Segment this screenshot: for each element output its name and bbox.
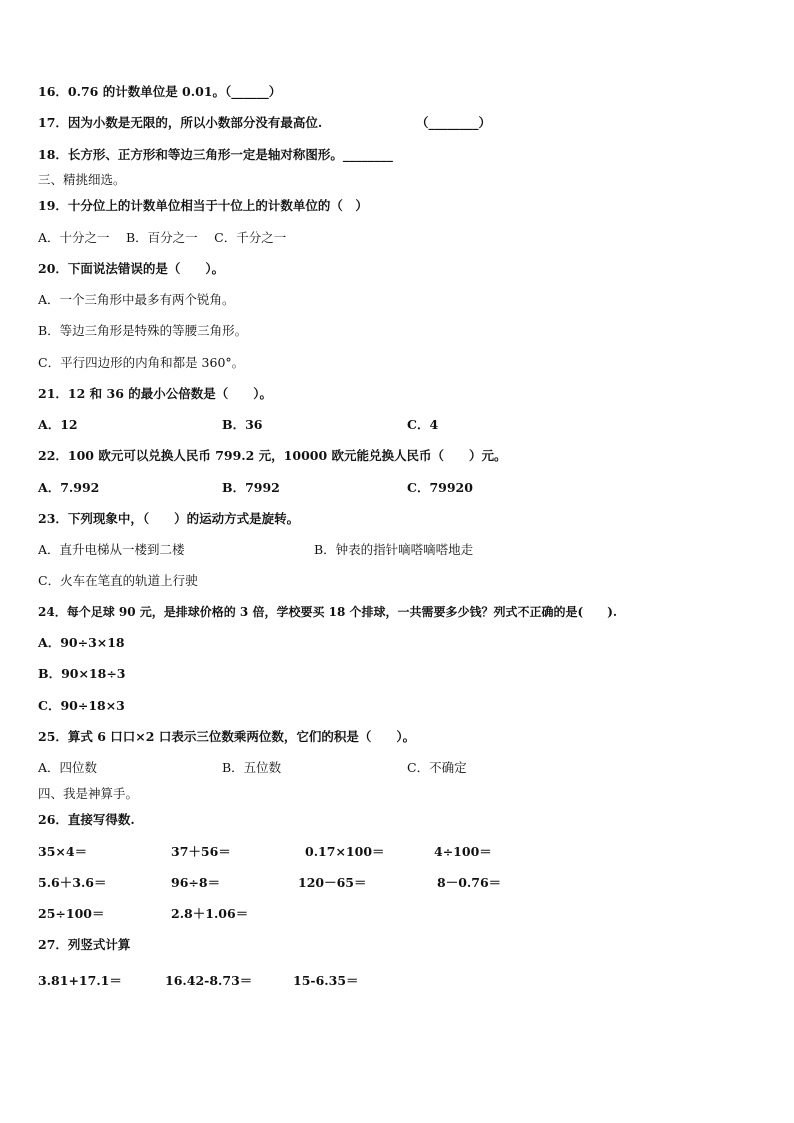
question-20-option-c: C．平行四边形的内角和都是 360°。: [38, 355, 245, 370]
question-22: 22．100 欧元可以兑换人民币 799.2 元，10000 欧元能兑换人民币（ ）元。: [38, 448, 507, 463]
question-18: 18．长方形、正方形和等边三角形一定是轴对称图形。________: [38, 147, 393, 162]
question-25: 25．算式 6 口口×2 口表示三位数乘两位数，它们的积是（ ）。: [38, 729, 416, 744]
question-21: 21．12 和 36 的最小公倍数是（ ）。: [38, 386, 272, 401]
calc-item: 15-6.35＝: [293, 973, 359, 988]
calc-item: 35×4＝: [38, 844, 88, 859]
question-20-option-a: A．一个三角形中最多有两个锐角。: [38, 292, 235, 307]
calc-item: 8－0.76＝: [437, 875, 502, 890]
question-23-option-a: A．直升电梯从一楼到二楼: [38, 542, 185, 557]
question-21-option-b: B．36: [222, 417, 263, 432]
calc-item: 2.8＋1.06＝: [171, 906, 249, 921]
question-27: 27．列竖式计算: [38, 937, 131, 952]
question-24: 24．每个足球 90 元，是排球价格的 3 倍，学校要买 18 个排球，一共需要多少钱？列式不正确的是( ).: [38, 605, 618, 619]
question-22-option-b: B．7992: [222, 480, 280, 495]
question-26: 26．直接写得数.: [38, 812, 135, 827]
question-24-option-b: B．90×18÷3: [38, 666, 126, 681]
calc-item: 37＋56＝: [171, 844, 231, 859]
calc-item: 96÷8＝: [171, 875, 221, 890]
question-17-blank: （________）: [416, 115, 492, 130]
question-22-option-c: C．79920: [407, 480, 473, 495]
section-4-heading: 四、我是神算手。: [38, 786, 139, 801]
section-3-heading: 三、精挑细选。: [38, 172, 126, 187]
question-19: 19．十分位上的计数单位相当于十位上的计数单位的（ ）: [38, 198, 368, 213]
question-17: 17．因为小数是无限的，所以小数部分没有最高位.: [38, 115, 323, 130]
question-19-options: A．十分之一 B．百分之一 C．千分之一: [38, 230, 287, 245]
calc-item: 25÷100＝: [38, 906, 105, 921]
question-25-option-b: B．五位数: [222, 760, 282, 775]
calc-item: 3.81+17.1＝: [38, 973, 122, 988]
question-16: 16．0.76 的计数单位是 0.01。（______）: [38, 84, 282, 99]
question-25-option-c: C．不确定: [407, 760, 467, 775]
question-21-option-c: C．4: [407, 417, 439, 432]
question-20-option-b: B．等边三角形是特殊的等腰三角形。: [38, 323, 248, 338]
question-23: 23．下列现象中，（ ）的运动方式是旋转。: [38, 511, 300, 526]
question-24-option-a: A．90÷3×18: [38, 635, 125, 650]
question-24-option-c: C．90÷18×3: [38, 698, 125, 713]
question-25-option-a: A．四位数: [38, 760, 98, 775]
question-22-option-a: A．7.992: [38, 480, 100, 495]
question-23-option-b: B．钟表的指针嘀嗒嘀嗒地走: [314, 542, 474, 557]
calc-item: 120－65＝: [298, 875, 367, 890]
calc-item: 0.17×100＝: [305, 844, 385, 859]
question-23-option-c: C．火车在笔直的轨道上行驶: [38, 573, 198, 588]
calc-item: 4÷100＝: [434, 844, 492, 859]
question-21-option-a: A．12: [38, 417, 78, 432]
question-20: 20．下面说法错误的是（ ）。: [38, 261, 225, 276]
calc-item: 5.6＋3.6＝: [38, 875, 107, 890]
calc-item: 16.42-8.73＝: [165, 973, 253, 988]
